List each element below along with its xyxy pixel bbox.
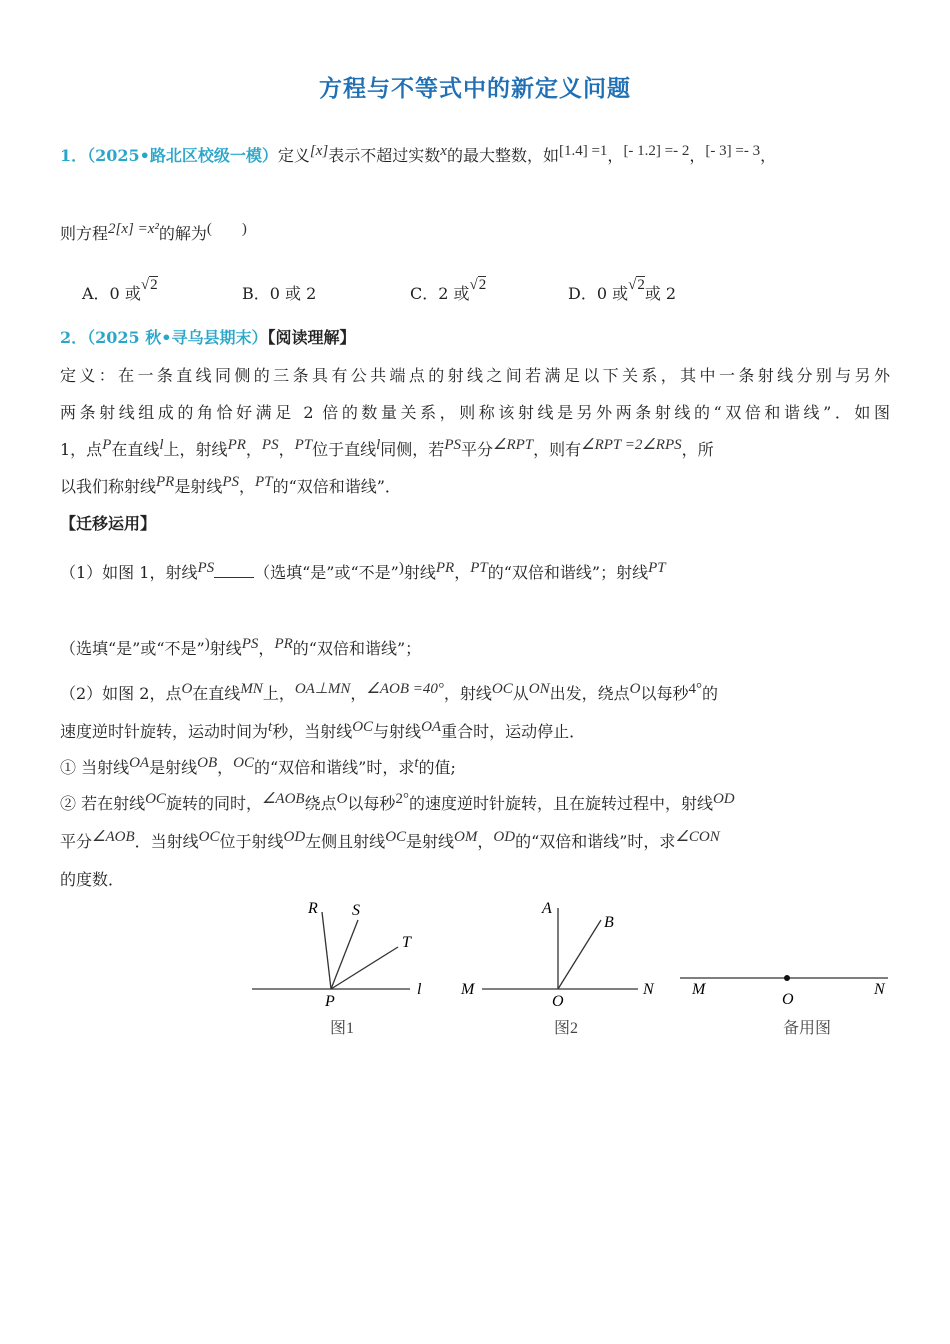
figure-1 [252, 900, 422, 1037]
text: 在直线 [192, 684, 241, 703]
q1-text: 则方程 [60, 224, 109, 243]
text: 旋转的同时， [165, 794, 262, 813]
ray-ob [558, 920, 601, 989]
q1-line-2 [60, 222, 247, 247]
q1-math: [x] [309, 143, 329, 159]
q1-text: ， [607, 146, 624, 165]
math: OC [198, 829, 220, 845]
q2-def-line-3 [60, 438, 714, 463]
q2-part2-line-4 [60, 792, 735, 817]
q1-text: ， [689, 146, 706, 165]
q2-part1-line-2 [60, 637, 421, 662]
math: l [159, 437, 164, 453]
math: l [376, 437, 381, 453]
sqrt-radicand: 2 [150, 277, 158, 293]
math: PR [156, 474, 175, 490]
text: 出发，绕点 [549, 684, 630, 703]
math: PS [197, 560, 215, 576]
text: 是射线 [174, 477, 223, 496]
text: 的值; [418, 758, 456, 777]
text: ， [217, 758, 234, 777]
q1-text: 表示不超过实数 [328, 146, 441, 165]
caption-fig1: 图1 [330, 1020, 355, 1037]
ray-ps [331, 920, 358, 989]
q2-part2-line-6: 的度数． [60, 870, 125, 889]
math: 2° [395, 791, 409, 807]
math: ON [528, 681, 550, 697]
label-a: A [542, 900, 552, 917]
math: OM [454, 829, 478, 845]
label-n: N [874, 981, 885, 998]
text: 平分 [460, 440, 493, 459]
math: PT [470, 560, 488, 576]
text: ，所 [681, 440, 714, 459]
math: OD [283, 829, 306, 845]
math: PS [222, 474, 240, 490]
math: OC [145, 791, 166, 807]
q1-text: 的解为 [158, 224, 207, 243]
sqrt-symbol: √2 [628, 277, 645, 293]
math: OD [493, 829, 516, 845]
sqrt-symbol: √2 [469, 277, 487, 293]
math: O [629, 681, 641, 697]
math: O [336, 791, 348, 807]
q2-def-line-4 [60, 475, 401, 500]
text: ， [350, 684, 367, 703]
q1-number: 1． [60, 146, 88, 165]
q1-option-b [242, 282, 316, 306]
math: ) [398, 560, 404, 576]
text: ．当射线 [134, 832, 199, 851]
text: ，射线 [443, 684, 492, 703]
q1-math: [- 3] =- 3 [705, 143, 761, 159]
text: 绕点 [304, 794, 337, 813]
label-p: P [325, 993, 335, 1010]
q2-part2-line-3 [60, 756, 456, 781]
text: 以我们称射线 [60, 477, 157, 496]
text: ， [278, 440, 295, 459]
q1-math: [1.4] =1 [558, 143, 608, 159]
option-b-label: B．0 或 2 [242, 284, 317, 303]
label-b: B [604, 914, 614, 931]
q2-part2-line-2 [60, 720, 585, 745]
math: 4° [688, 681, 702, 697]
q1-text: ， [760, 146, 777, 165]
math: OA⊥MN [294, 681, 351, 697]
text: 秒，当射线 [272, 722, 353, 741]
sqrt-radicand: 2 [637, 277, 645, 293]
label-l: l [417, 981, 422, 998]
math: PR [227, 437, 246, 453]
math: ) [204, 636, 210, 652]
text: 以每秒 [347, 794, 396, 813]
figure-spare [680, 975, 888, 1037]
sqrt-radicand: 2 [478, 277, 487, 293]
math: ∠CON [675, 829, 720, 845]
text: （1）如图 1，射线 [60, 563, 198, 582]
option-d-label: D．0 或 [568, 284, 629, 303]
option-a-label: A．0 或 [82, 284, 141, 303]
text: 左侧且射线 [305, 832, 386, 851]
math: PR [274, 636, 293, 652]
text: ， [239, 477, 256, 496]
q2-def-line-2: 两条射线组成的角恰好满足 2 倍的数量关系，则称该射线是另外两条射线的“双倍和谐线”．如图 [60, 403, 890, 422]
math: ∠RPT =2∠RPS [581, 437, 682, 453]
text: （选填“是”或“不是” [254, 563, 399, 582]
text: 的速度逆时针旋转，且在旋转过程中，射线 [408, 794, 713, 813]
q2-part2-line-1 [60, 682, 718, 707]
text: 平分 [60, 832, 93, 851]
text: 从 [512, 684, 529, 703]
q2-number: 2． [60, 328, 88, 347]
math: PT [294, 437, 313, 453]
q1-equation: 2[x] =x² [108, 221, 159, 237]
math: OD [712, 791, 735, 807]
text: 以每秒 [640, 684, 689, 703]
text: ， [258, 639, 275, 658]
sqrt-symbol: √2 [140, 277, 158, 293]
text: 的“双倍和谐线”；射线 [487, 563, 649, 582]
math: PS [444, 437, 461, 453]
q1-source: （2025•路北区校级一模） [87, 146, 278, 165]
math: PS [241, 636, 259, 652]
label-t: T [402, 934, 411, 951]
text: （2）如图 2，点 [60, 684, 182, 703]
math: t [268, 719, 273, 735]
q1-option-a [82, 277, 158, 307]
math: PT [648, 560, 666, 576]
q2-header [60, 326, 356, 350]
q1-text: 的最大整数，如 [446, 146, 559, 165]
math: O [181, 681, 193, 697]
math: OC [385, 829, 407, 845]
math: OB [197, 755, 218, 771]
q1-math: x [440, 143, 447, 159]
text: 上， [262, 684, 295, 703]
text: 与射线 [373, 722, 422, 741]
math: P [102, 437, 112, 453]
math: ∠RPT [493, 437, 534, 453]
text: 的“双倍和谐线”时，求 [515, 832, 676, 851]
text: ② 若在射线 [60, 794, 146, 813]
text: 射线 [403, 563, 436, 582]
q1-math: [- 1.2] =- 2 [623, 143, 690, 159]
answer-blank[interactable] [214, 561, 254, 578]
text: 速度逆时针旋转，运动时间为 [60, 722, 269, 741]
text: 的“双倍和谐线”； [292, 639, 422, 658]
q1-option-d [568, 277, 677, 307]
math: OC [233, 755, 254, 771]
math: ∠AOB [92, 829, 135, 845]
q2-part1-line-1 [60, 561, 666, 586]
text: ① 当射线 [60, 758, 130, 777]
text: 射线 [209, 639, 242, 658]
label-m: M [461, 981, 475, 998]
text: 位于直线 [312, 440, 377, 459]
text: ， [477, 832, 494, 851]
point-o [784, 975, 790, 981]
math: MN [240, 681, 263, 697]
q1-text: 定义 [277, 146, 310, 165]
q2-def-line-1: 定义：在一条直线同侧的三条具有公共端点的射线之间若满足以下关系，其中一条射线分别与另外 [60, 366, 890, 385]
math: OC [491, 681, 513, 697]
math: ∠AOB =40° [366, 681, 444, 697]
math: PR [435, 560, 455, 576]
q1-line-1 [60, 144, 776, 169]
ray-pr [322, 912, 331, 989]
q2-apply-tag: 【迁移运用】 [60, 514, 157, 533]
label-n: N [643, 981, 654, 998]
page-title: 方程与不等式中的新定义问题 [319, 75, 631, 102]
text: ， [454, 563, 471, 582]
text: 重合时，运动停止． [441, 722, 586, 741]
text: 1，点 [60, 440, 103, 459]
text: ，则有 [533, 440, 582, 459]
label-o: O [552, 993, 564, 1010]
ray-pt [331, 947, 398, 989]
text: 是射线 [406, 832, 455, 851]
text: 的 [701, 684, 718, 703]
math: OA [129, 755, 150, 771]
figure-2 [460, 900, 655, 1037]
text: （选填“是”或“不是” [60, 639, 205, 658]
q1-option-c [410, 277, 487, 307]
q1-answer-paren: ( ) [206, 221, 247, 237]
text: 在直线 [111, 440, 160, 459]
math: ∠AOB [261, 791, 305, 807]
label-o: O [782, 991, 794, 1008]
text: 位于射线 [219, 832, 284, 851]
text: 同侧，若 [380, 440, 445, 459]
label-s: S [352, 902, 360, 919]
caption-fig2: 图2 [554, 1020, 579, 1037]
label-r: R [308, 900, 318, 917]
label-m: M [692, 981, 706, 998]
text: 的“双倍和谐线”． [272, 477, 401, 496]
math: PT [255, 474, 273, 490]
q2-source: （2025 秋•寻乌县期末） [87, 328, 268, 347]
option-c-label: C．2 或 [410, 284, 470, 303]
q2-part2-line-5 [60, 830, 720, 855]
text: 的“双倍和谐线”时，求 [253, 758, 415, 777]
caption-spare: 备用图 [783, 1020, 832, 1037]
text: 是射线 [149, 758, 198, 777]
figures [0, 890, 950, 1050]
math: PS [261, 437, 279, 453]
text: 上，射线 [163, 440, 228, 459]
text: ， [245, 440, 262, 459]
math: OA [421, 719, 442, 735]
q2-tag: 【阅读理解】 [267, 328, 356, 347]
math: t [414, 755, 419, 771]
option-d-tail: 或 2 [644, 284, 677, 303]
math: OC [352, 719, 374, 735]
